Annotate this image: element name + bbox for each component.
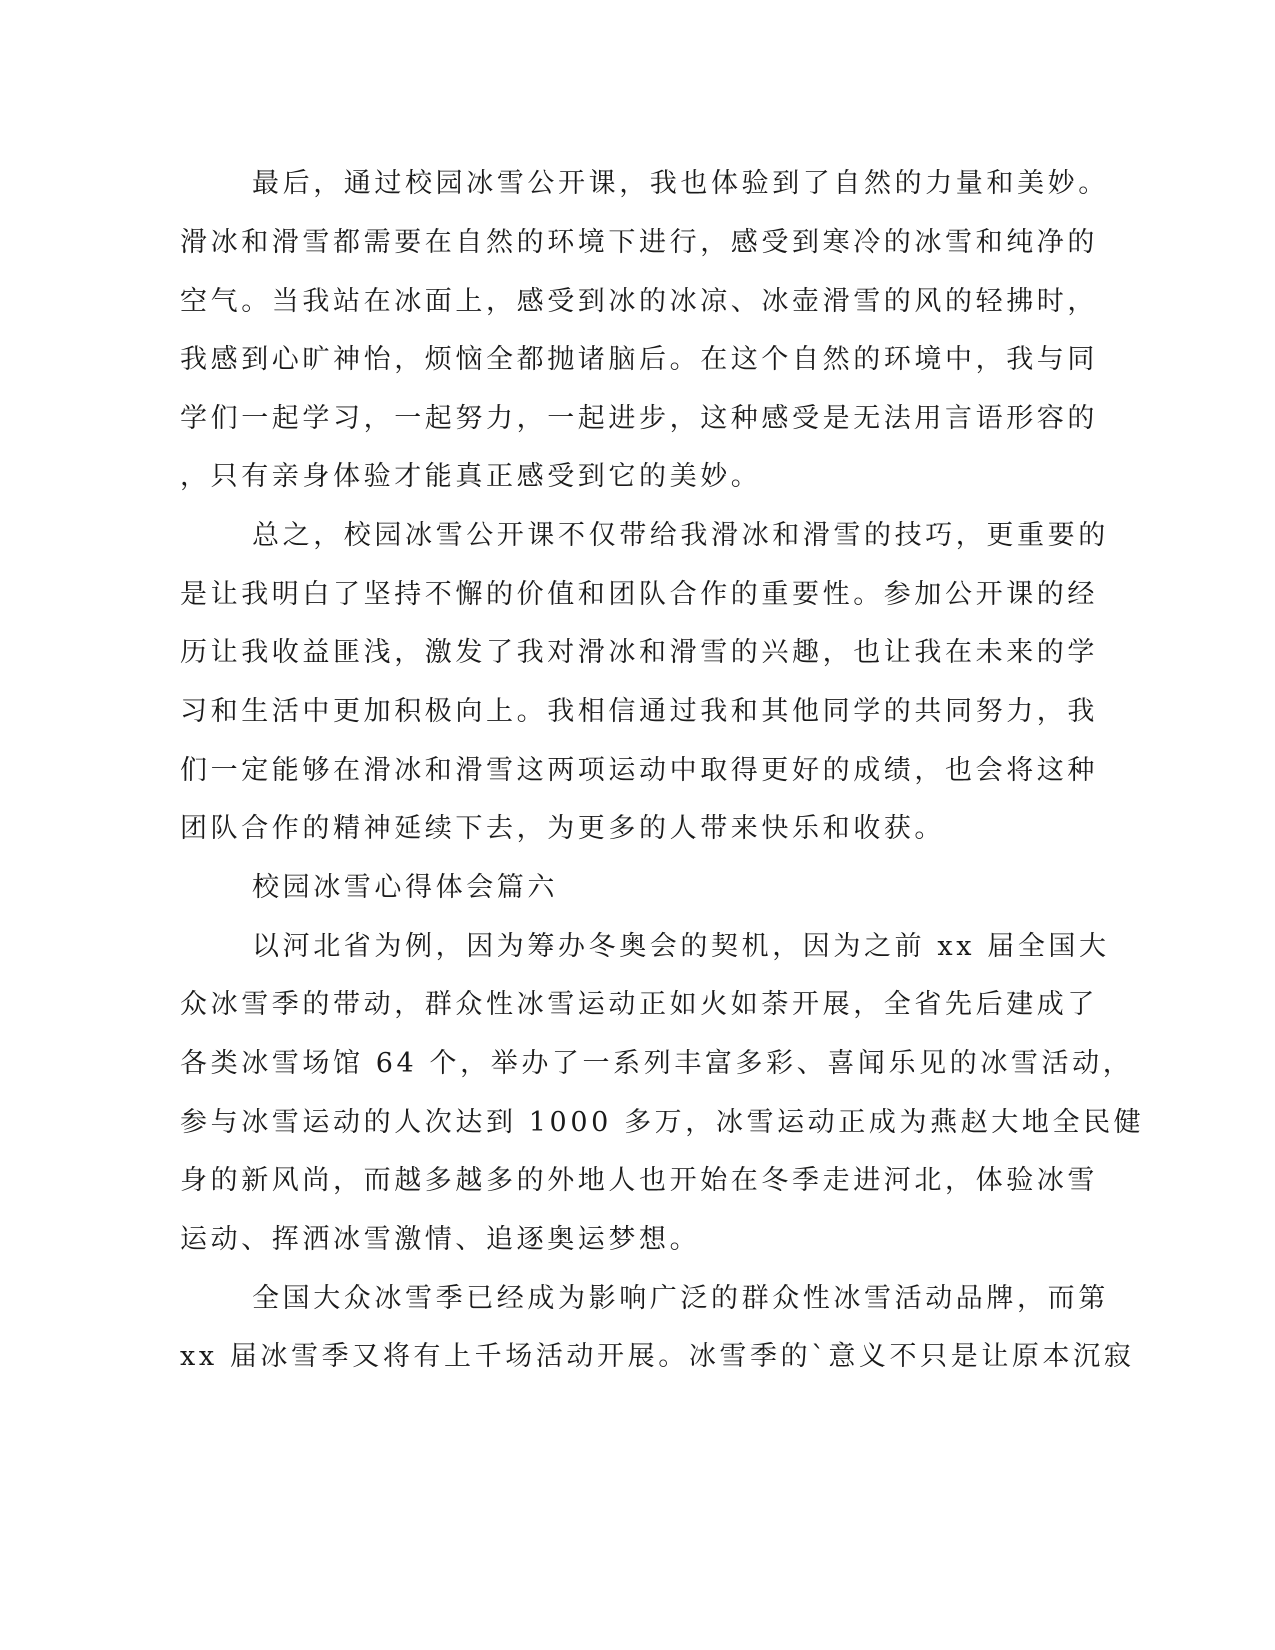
line-5: 学们一起学习，一起努力，一起进步，这种感受是无法用言语形容的 xyxy=(180,403,1098,434)
line-20: 全国大众冰雪季已经成为影响广泛的群众性冰雪活动品牌，而第 xyxy=(252,1283,1109,1314)
line-8: 是让我明白了坚持不懈的价值和团队合作的重要性。参加公开课的经 xyxy=(180,579,1098,610)
line-16: 各类冰雪场馆 64 个，举办了一系列丰富多彩、喜闻乐见的冰雪活动， xyxy=(180,1048,1134,1079)
line-17: 参与冰雪运动的人次达到 1000 多万，冰雪运动正成为燕赵大地全民健 xyxy=(180,1107,1145,1138)
section-heading: 校园冰雪心得体会篇六 xyxy=(252,872,558,903)
line-7: 总之，校园冰雪公开课不仅带给我滑冰和滑雪的技巧，更重要的 xyxy=(252,520,1109,551)
line-12: 团队合作的精神延续下去，为更多的人带来快乐和收获。 xyxy=(180,813,945,844)
line-21: xx 届冰雪季又将有上千场活动开展。冰雪季的`意义不只是让原本沉寂 xyxy=(180,1341,1135,1372)
line-9: 历让我收益匪浅，激发了我对滑冰和滑雪的兴趣，也让我在未来的学 xyxy=(180,637,1098,668)
line-10: 习和生活中更加积极向上。我相信通过我和其他同学的共同努力，我 xyxy=(180,696,1098,727)
line-14: 以河北省为例，因为筹办冬奥会的契机，因为之前 xx 届全国大 xyxy=(252,931,1110,962)
line-2: 滑冰和滑雪都需要在自然的环境下进行，感受到寒冷的冰雪和纯净的 xyxy=(180,227,1098,258)
line-11: 们一定能够在滑冰和滑雪这两项运动中取得更好的成绩，也会将这种 xyxy=(180,755,1098,786)
line-15: 众冰雪季的带动，群众性冰雪运动正如火如荼开展，全省先后建成了 xyxy=(180,989,1098,1020)
line-6: ，只有亲身体验才能真正感受到它的美妙。 xyxy=(180,461,762,492)
line-19: 运动、挥洒冰雪激情、追逐奥运梦想。 xyxy=(180,1224,701,1255)
line-3: 空气。当我站在冰面上，感受到冰的冰凉、冰壶滑雪的风的轻拂时， xyxy=(180,286,1098,317)
line-1: 最后，通过校园冰雪公开课，我也体验到了自然的力量和美妙。 xyxy=(252,168,1109,199)
line-4: 我感到心旷神怡，烦恼全都抛诸脑后。在这个自然的环境中，我与同 xyxy=(180,344,1098,375)
line-18: 身的新风尚，而越多越多的外地人也开始在冬季走进河北，体验冰雪 xyxy=(180,1165,1098,1196)
